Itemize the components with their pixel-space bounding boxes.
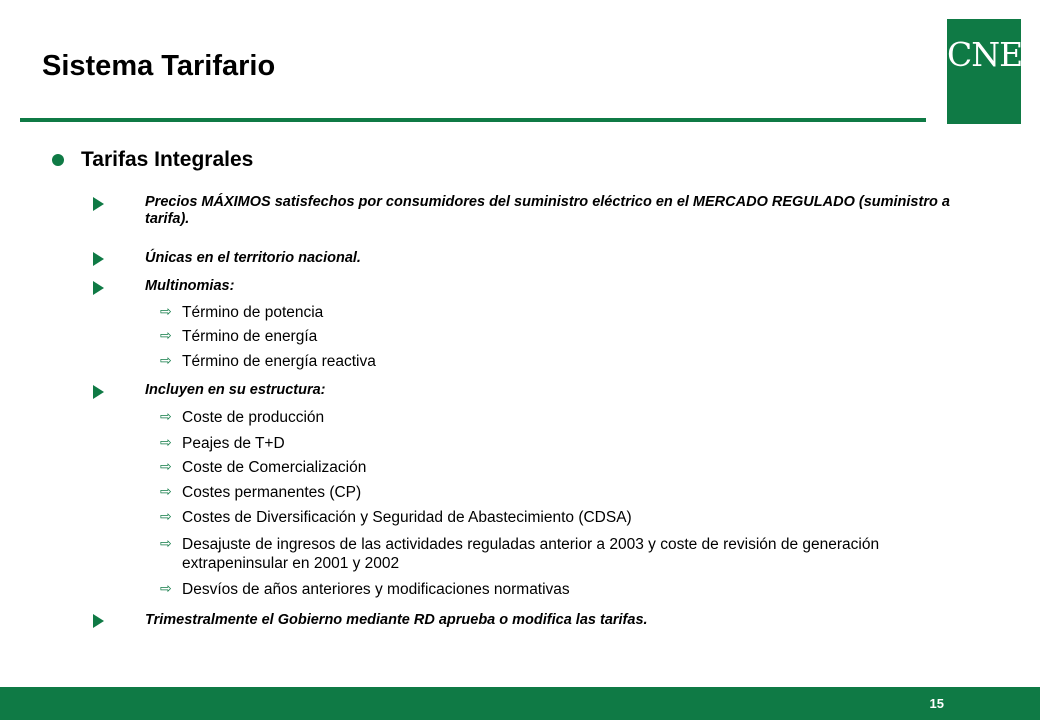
- cne-logo: [947, 19, 1021, 124]
- sub-item: [160, 508, 822, 527]
- hollow-arrow-icon: ⇨: [160, 304, 172, 320]
- bullet-item: [93, 250, 104, 266]
- sub-item-text: Peajes de T+D: [182, 435, 285, 452]
- bullet-dot-icon: [52, 154, 64, 166]
- page-number: 15: [929, 696, 944, 711]
- hollow-arrow-icon: ⇨: [160, 459, 172, 475]
- bullet-text: Incluyen en su estructura:: [145, 382, 326, 398]
- hollow-arrow-icon: ⇨: [160, 536, 172, 552]
- slide-title: Sistema Tarifario: [42, 50, 276, 82]
- sub-item-text: Costes de Diversificación y Seguridad de Abastecimiento (CDSA): [182, 509, 632, 526]
- bullet-text: Multinomias:: [145, 278, 235, 294]
- arrow-bullet-icon: [93, 385, 104, 399]
- bullet-text: Únicas en el territorio nacional.: [145, 250, 361, 266]
- hollow-arrow-icon: ⇨: [160, 328, 172, 344]
- hollow-arrow-icon: ⇨: [160, 581, 172, 597]
- bullet-item: [93, 279, 104, 295]
- sub-item-text: Coste de Comercialización: [182, 459, 367, 476]
- hollow-arrow-icon: ⇨: [160, 435, 172, 451]
- arrow-bullet-icon: [93, 614, 104, 628]
- hollow-arrow-icon: ⇨: [160, 353, 172, 369]
- sub-item: [160, 303, 782, 322]
- arrow-bullet-icon: [93, 197, 104, 211]
- title-underline: [20, 118, 926, 122]
- sub-item-text: Desajuste de ingresos de las actividades reguladas anterior a 2003 y coste de revisión de generación extrapeninsular en 2001 y 2002: [182, 536, 880, 572]
- logo-text: CNE: [947, 35, 1023, 74]
- section-heading-row: [52, 148, 253, 172]
- sub-item-text: Término de energía reactiva: [182, 353, 376, 370]
- sub-item: [160, 483, 782, 502]
- sub-item-text: Término de potencia: [182, 304, 324, 321]
- sub-item: [160, 434, 782, 453]
- sub-item: [160, 535, 942, 573]
- arrow-bullet-icon: [93, 252, 104, 266]
- hollow-arrow-icon: ⇨: [160, 484, 172, 500]
- sub-item: [160, 327, 782, 346]
- section-heading: Tarifas Integrales: [81, 148, 254, 171]
- sub-item: [160, 352, 782, 371]
- bullet-item: [93, 195, 104, 211]
- bullet-text: Trimestralmente el Gobierno mediante RD aprueba o modifica las tarifas.: [145, 612, 648, 628]
- bullet-item: [93, 383, 104, 399]
- sub-item: [160, 408, 782, 427]
- sub-item-text: Coste de producción: [182, 409, 325, 426]
- sub-item: [160, 458, 782, 477]
- sub-item-text: Costes permanentes (CP): [182, 484, 362, 501]
- hollow-arrow-icon: ⇨: [160, 409, 172, 425]
- hollow-arrow-icon: ⇨: [160, 509, 172, 525]
- sub-item-text: Término de energía: [182, 328, 318, 345]
- bullet-item: [93, 612, 104, 628]
- sub-item-text: Desvíos de años anteriores y modificaciones normativas: [182, 581, 570, 598]
- arrow-bullet-icon: [93, 281, 104, 295]
- footer-bar: [0, 687, 1040, 720]
- bullet-text: Precios MÁXIMOS satisfechos por consumidores del suministro eléctrico en el MERCADO REGULADO (suministro a tarifa).: [145, 194, 950, 227]
- sub-item: [160, 580, 822, 599]
